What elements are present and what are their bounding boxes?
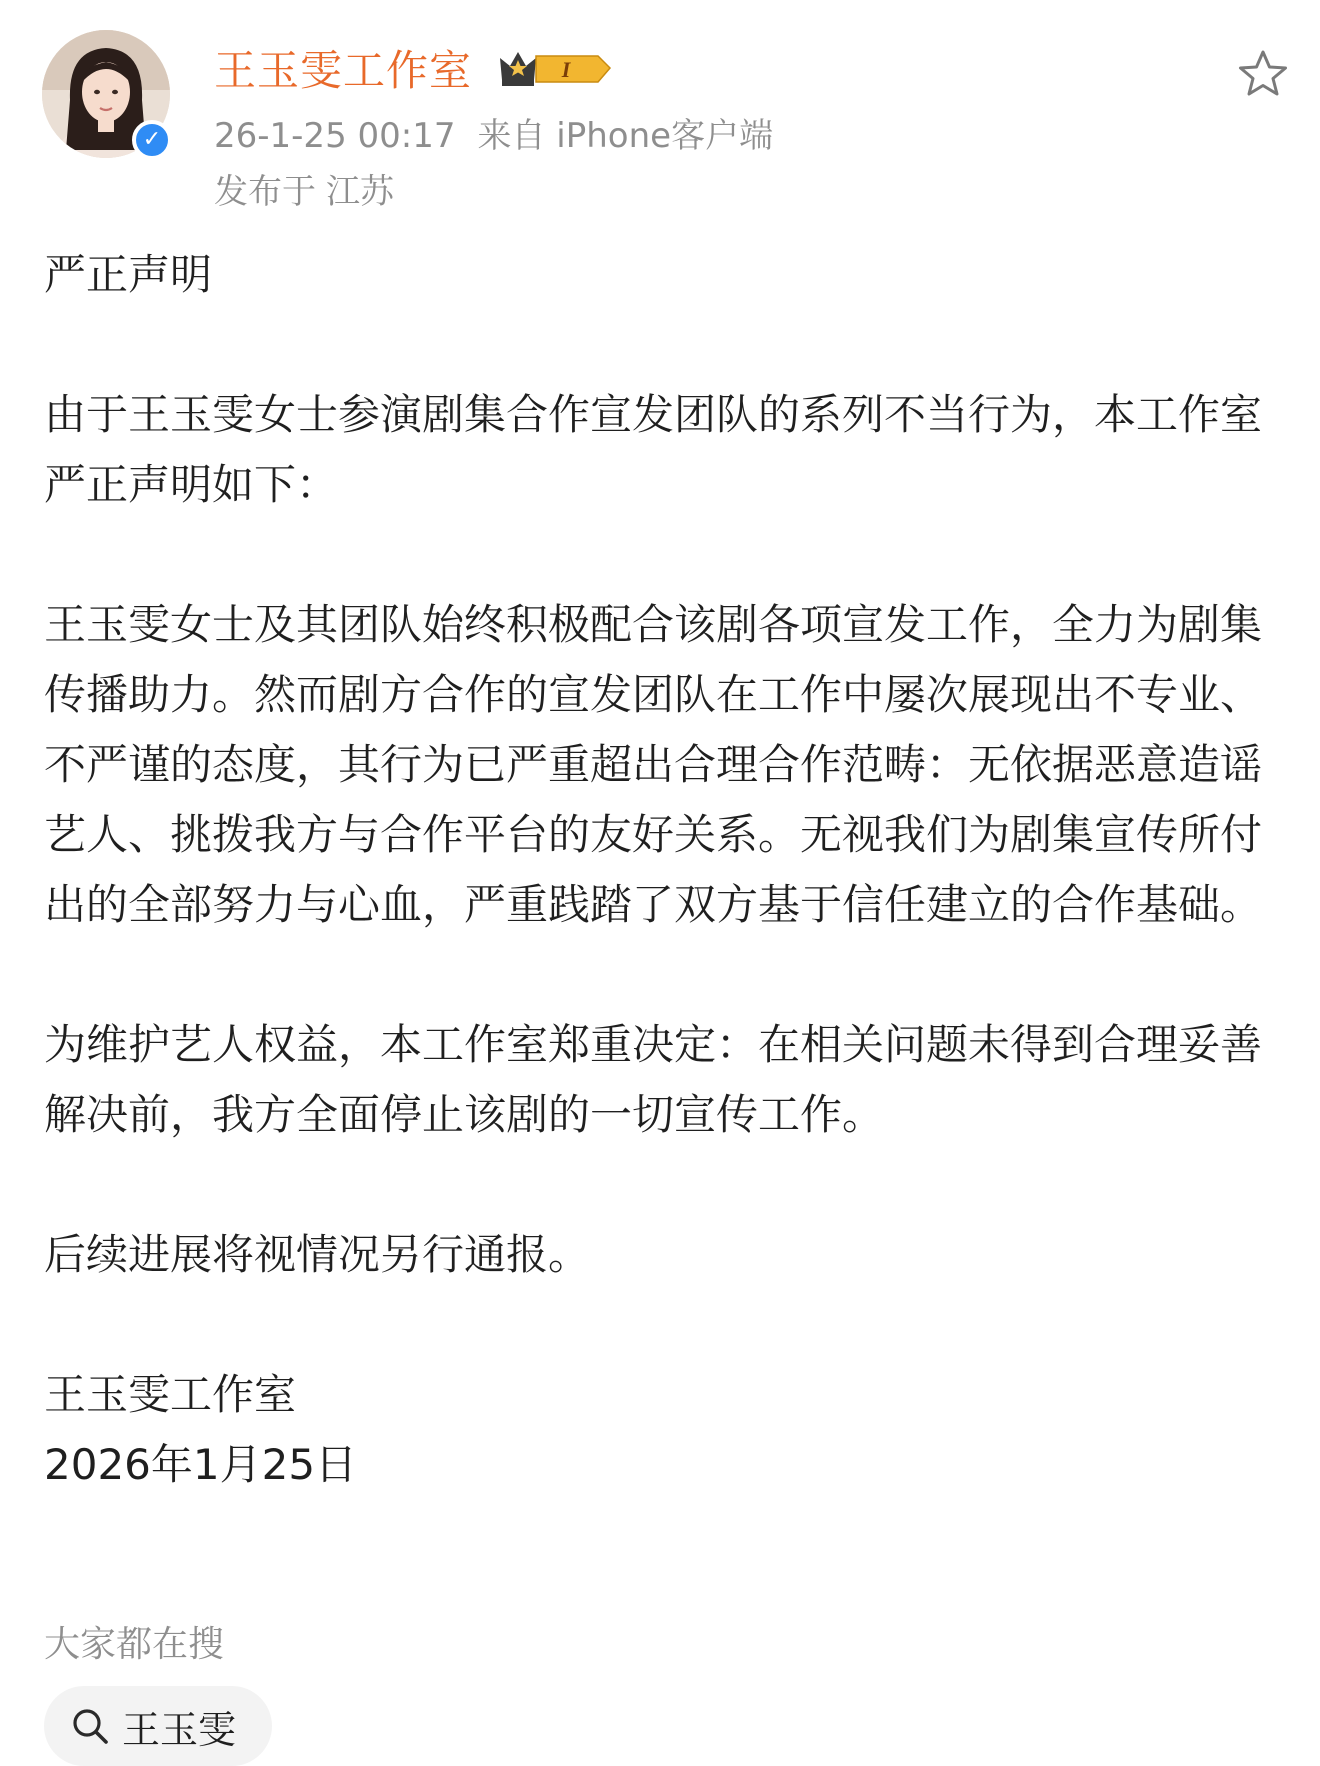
post-header — [0, 0, 1320, 220]
verified-badge — [132, 120, 172, 160]
vip-crown-badge[interactable] — [498, 46, 612, 90]
statement-paragraph: 为维护艺人权益，本工作室郑重决定：在相关问题未得到合理妥善解决前，我方全面停止该剧的一切宣传工作。 — [44, 1020, 1263, 1139]
trending-search-text: 王玉雯 — [122, 1707, 237, 1752]
crown-icon — [500, 52, 536, 86]
statement-intro: 由于王玉雯女士参演剧集合作宣发团队的系列不当行为，本工作室严正声明如下： — [44, 390, 1263, 509]
statement-title: 严正声明 — [44, 250, 213, 299]
trending-search-label: 大家都在搜 — [44, 1624, 225, 1665]
trending-search-chip[interactable] — [44, 1686, 272, 1766]
post-meta — [214, 108, 773, 157]
search-icon — [70, 1706, 110, 1746]
star-outline-icon[interactable] — [1236, 48, 1290, 102]
statement-date: 2026年1月25日 — [44, 1440, 358, 1489]
statement-paragraph: 王玉雯女士及其团队始终积极配合该剧各项宣发工作，全力为剧集传播助力。然而剧方合作的宣发团队在工作中屡次展现出不专业、不严谨的态度，其行为已严重超出合理合作范畴：无依据恶意造谣艺人、挑拨我方与合作平台的友好关系。无视我们为剧集宣传所付出的全部努力与心血，严重践踏了双方基于信任建立的合作基础。 — [44, 600, 1263, 929]
post-source: 来自 iPhone客户端 — [477, 116, 774, 156]
vip-level-text: I — [561, 57, 571, 82]
author-name[interactable]: 王玉雯工作室 — [214, 46, 473, 95]
location-label: 发布于 — [214, 172, 316, 212]
statement-signature: 王玉雯工作室 — [44, 1370, 297, 1419]
post-body — [44, 240, 1280, 1500]
post-timestamp: 26-1-25 00:17 — [214, 116, 456, 156]
location-value: 江苏 — [326, 172, 394, 212]
check-icon: ✓ — [142, 127, 162, 152]
statement-paragraph: 后续进展将视情况另行通报。 — [44, 1230, 591, 1279]
post-location — [214, 164, 394, 213]
